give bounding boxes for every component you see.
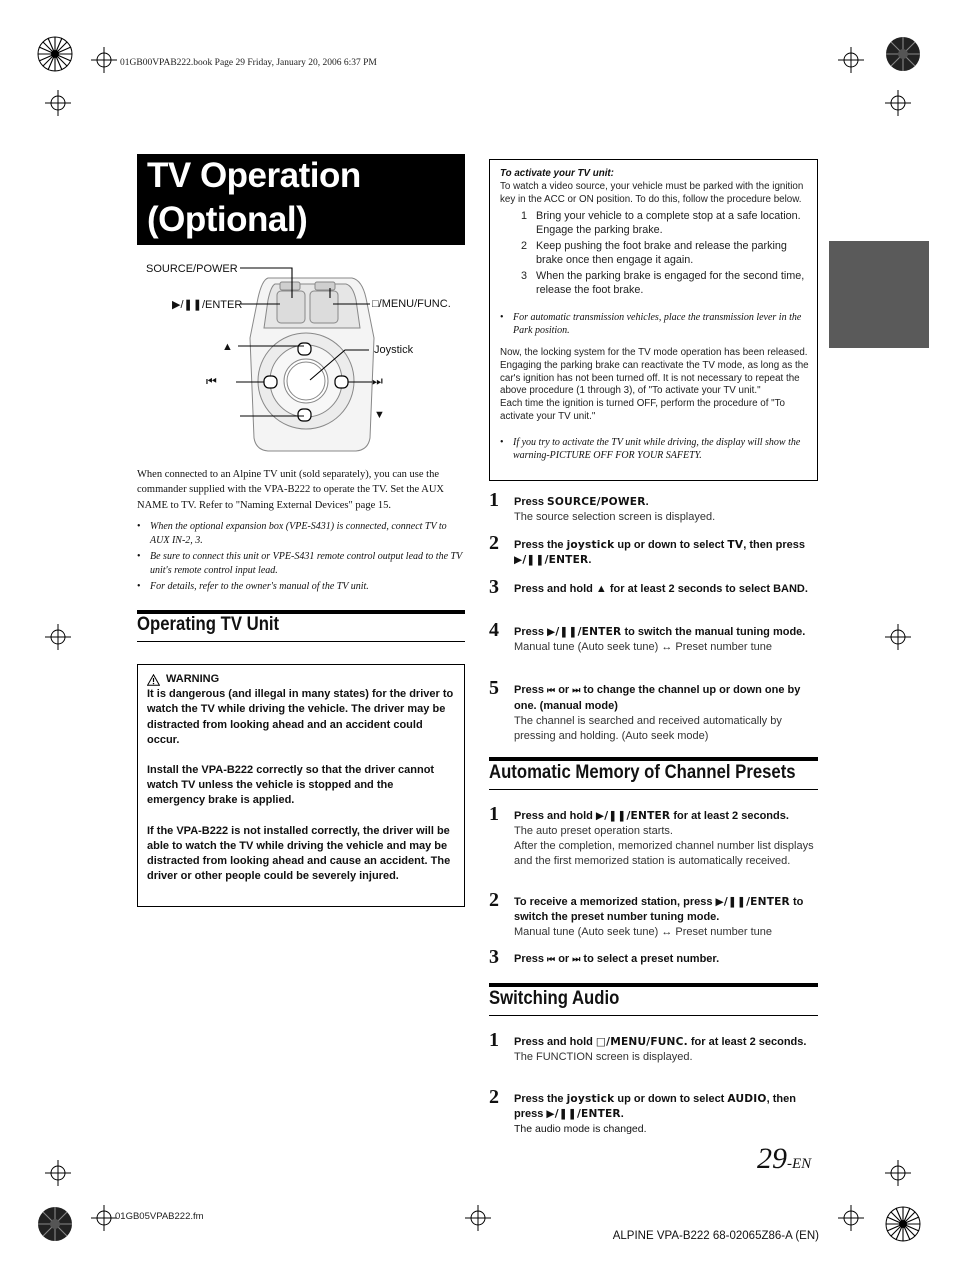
warning-paragraph: Install the VPA-B222 correctly so that the driver cannot watch TV unless the vehicle is stopped and the emergency brake is applied. bbox=[147, 764, 435, 807]
activate-intro: To watch a video source, your vehicle must be parked with the ignition key in the ACC or ON position. To do this, follow the procedure below. bbox=[500, 180, 804, 205]
registration-mark-top-right-disc bbox=[885, 36, 921, 72]
crosshair-mark bbox=[91, 1205, 117, 1231]
label-previous: ⏮ bbox=[206, 374, 217, 388]
warning-title bbox=[147, 672, 454, 687]
activate-title: To activate your TV unit: bbox=[500, 168, 614, 179]
commander-diagram bbox=[140, 258, 465, 458]
print-header-meta: 01GB00VPAB222.book Page 29 Friday, January 20, 2006 6:37 PM bbox=[120, 58, 377, 68]
intro-notes bbox=[137, 520, 465, 597]
next-icon: ⏭ bbox=[572, 686, 581, 696]
memory-step-2: 2 To receive a memorized station, press ▶/❚❚/ENTER to switch the preset number tuning mode. Manual tune (Auto seek tune) ↔ Preset number tune bbox=[489, 889, 804, 938]
registration-mark-top-left-disc bbox=[37, 36, 73, 72]
page-title bbox=[137, 154, 465, 245]
label-down: ▼ bbox=[374, 409, 385, 421]
section-rule bbox=[489, 757, 818, 761]
page-title-line-1: TV Operation bbox=[147, 156, 361, 195]
crosshair-mark bbox=[885, 90, 911, 116]
note-item: • For details, refer to the owner's manual of the TV unit. bbox=[137, 580, 465, 594]
warning-box bbox=[137, 664, 465, 907]
section-heading-switching-audio: Switching Audio bbox=[489, 988, 620, 1009]
page-number: 29-EN bbox=[757, 1142, 812, 1175]
intro-paragraph: When connected to an Alpine TV unit (sold separately), you can use the commander supplied with the VPA-B222 to operate the TV. Set the AUX NAME to TV. Refer to "Naming External Devices" page 15. bbox=[137, 469, 444, 511]
activate-note: • For automatic transmission vehicles, place the transmission lever in the Park position. bbox=[500, 311, 809, 337]
activate-note: • If you try to activate the TV unit while driving, the display will show the warning-PICTURE OFF FOR YOUR SAFETY. bbox=[500, 436, 809, 462]
tv-step-2: 2 Press the joystick up or down to select TV, then press ▶/❚❚/ENTER. bbox=[489, 532, 805, 566]
audio-step-2: 2 Press the joystick up or down to select AUDIO, then press ▶/❚❚/ENTER. The audio mode is changed. bbox=[489, 1086, 796, 1135]
warning-triangle-icon bbox=[147, 674, 160, 686]
registration-mark-bottom-right-disc bbox=[885, 1206, 921, 1242]
memory-step-3: 3 Press ⏮ or ⏭ to select a preset number. bbox=[489, 946, 720, 968]
crosshair-mark bbox=[45, 90, 71, 116]
crosshair-mark bbox=[838, 1205, 864, 1231]
tv-step-4: 4 Press ▶/❚❚/ENTER to switch the manual tuning mode. Manual tune (Auto seek tune) ↔ Preset number tune bbox=[489, 619, 806, 653]
audio-step-1: 1 Press and hold □/MENU/FUNC. for at least 2 seconds. The FUNCTION screen is displayed. bbox=[489, 1029, 807, 1063]
chapter-tab bbox=[829, 241, 929, 348]
print-footer-meta: 01GB05VPAB222.fm bbox=[115, 1211, 204, 1222]
section-rule bbox=[489, 1015, 818, 1016]
note-item: • Be sure to connect this unit or VPE-S431 remote control output lead to the TV unit's remote control input lead. bbox=[137, 550, 465, 577]
note-item: • When the optional expansion box (VPE-S431) is connected, connect TV to AUX IN-2, 3. bbox=[137, 520, 465, 547]
activate-step: 1 Bring your vehicle to a complete stop at a safe location. Engage the parking brake. bbox=[520, 209, 801, 236]
previous-icon: ⏮ bbox=[547, 686, 556, 696]
crosshair-mark bbox=[885, 624, 911, 650]
registration-mark-bottom-left-disc bbox=[37, 1206, 73, 1242]
warning-paragraph: It is dangerous (and illegal in many states) for the driver to watch the TV while driving the vehicle. The driver may be distracted from looking ahead and an accident could occur. bbox=[147, 688, 454, 746]
section-rule bbox=[137, 641, 465, 642]
section-heading-operating-tv-unit: Operating TV Unit bbox=[137, 614, 280, 635]
crosshair-mark bbox=[91, 47, 117, 73]
activate-step: 2 Keep pushing the foot brake and release the parking brake once then engage it again. bbox=[520, 239, 787, 266]
activate-paragraph: Now, the locking system for the TV mode operation has been released. Engaging the parking brake can reactivate the TV mode, as long as the car's ignition has not been turned off. It is not necessary to repeat the above procedure (1 through 3), of "To activate your TV unit." bbox=[500, 346, 809, 397]
footer-model-code: ALPINE VPA-B222 68-02065Z86-A (EN) bbox=[612, 1230, 819, 1242]
crosshair-mark bbox=[45, 624, 71, 650]
activate-tv-box bbox=[489, 159, 818, 481]
activate-steps bbox=[500, 209, 809, 297]
label-next: ⏭ bbox=[372, 374, 383, 388]
label-up: ▲ bbox=[222, 341, 233, 353]
tv-step-5: 5 Press ⏮ or ⏭ to change the channel up or down one by one. (manual mode) The channel is searched and received automatically by pressing and holding. (Auto seek mode) bbox=[489, 677, 801, 742]
crosshair-mark bbox=[465, 1205, 491, 1231]
warning-label: WARNING bbox=[166, 673, 220, 685]
next-icon: ⏭ bbox=[572, 955, 581, 965]
label-joystick: Joystick bbox=[374, 344, 414, 356]
crosshair-mark bbox=[885, 1160, 911, 1186]
label-play-pause-enter: ▶/❚❚/ENTER bbox=[172, 299, 243, 311]
warning-paragraph: If the VPA-B222 is not installed correctly, the driver will be able to watch the TV while driving the vehicle and may be distracted from looking ahead and cause an accident. The driver or other people could be severely injured. bbox=[147, 824, 451, 883]
tv-step-1: 1 Press SOURCE/POWER. The source selection screen is displayed. bbox=[489, 489, 716, 523]
previous-icon: ⏮ bbox=[547, 955, 556, 965]
activate-step: 3 When the parking brake is engaged for the second time, release the foot brake. bbox=[520, 269, 805, 296]
tv-step-3: 3 Press and hold ▲ for at least 2 seconds to select BAND. bbox=[489, 576, 808, 598]
section-rule bbox=[489, 789, 818, 790]
label-source-power: SOURCE/POWER bbox=[146, 263, 238, 275]
page-title-line-2: (Optional) bbox=[147, 200, 308, 239]
crosshair-mark bbox=[838, 47, 864, 73]
activate-paragraph: Each time the ignition is turned OFF, perform the procedure of "To activate your TV unit." bbox=[500, 398, 786, 423]
crosshair-mark bbox=[45, 1160, 71, 1186]
label-menu-func: □/MENU/FUNC. bbox=[372, 298, 451, 310]
commander-drawing bbox=[140, 258, 465, 458]
memory-step-1: 1 Press and hold ▶/❚❚/ENTER for at least 2 seconds. The auto preset operation starts. After the completion, memorized channel number list displays and the first memorized station is automatically received. bbox=[489, 803, 814, 867]
section-heading-automatic-memory: Automatic Memory of Channel Presets bbox=[489, 762, 796, 783]
section-rule bbox=[489, 983, 818, 987]
